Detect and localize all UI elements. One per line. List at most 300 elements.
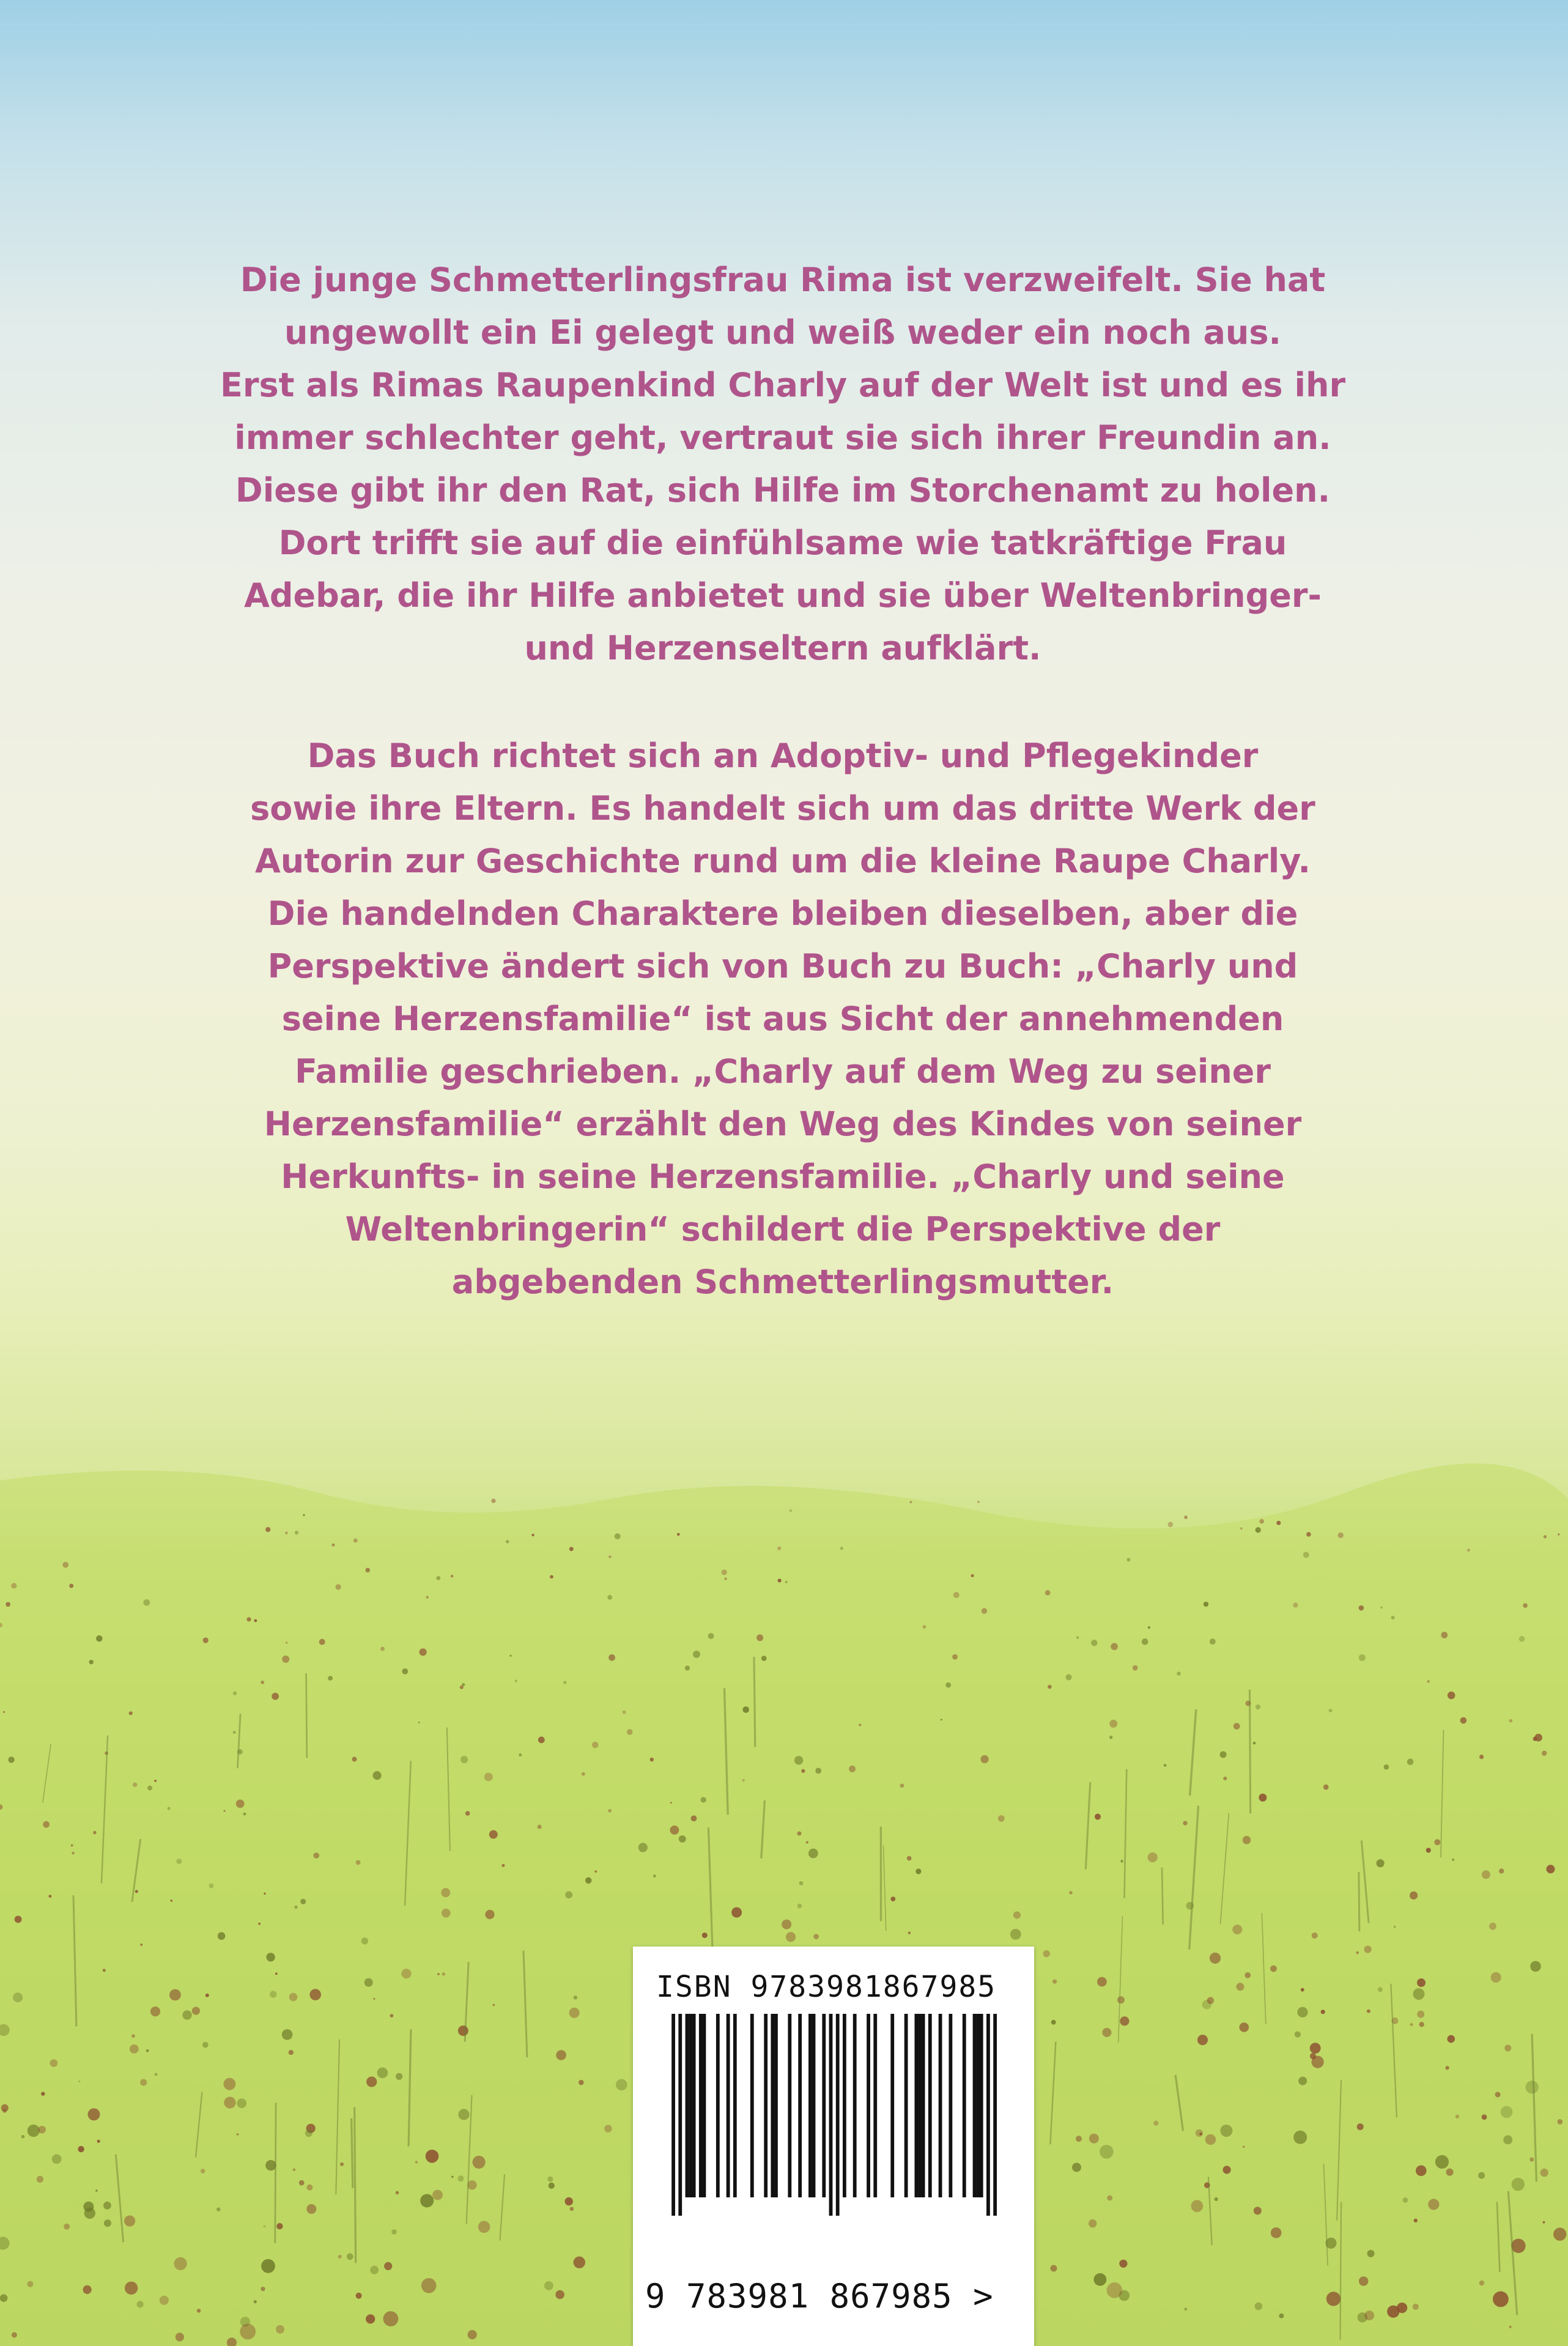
splatter-dot: [478, 2221, 490, 2233]
splatter-dot: [607, 1595, 612, 1600]
splatter-dot: [1111, 1643, 1118, 1650]
splatter-dot: [69, 1584, 73, 1588]
splatter-dot: [493, 2004, 495, 2006]
splatter-dot: [27, 2281, 33, 2287]
splatter-dot: [264, 2225, 266, 2228]
splatter-dot: [982, 1608, 987, 1614]
splatter-dot: [785, 1581, 788, 1583]
splatter-dot: [1297, 2007, 1307, 2017]
barcode-bar: [939, 2014, 942, 2197]
splatter-dot: [1097, 1977, 1107, 1987]
splatter-dot: [15, 1916, 22, 1923]
splatter-dot: [276, 2223, 283, 2229]
splatter-dot: [515, 1680, 517, 1682]
splatter-dot: [233, 1691, 237, 1695]
splatter-dot: [50, 2059, 58, 2067]
flower-stem: [1250, 1690, 1251, 1814]
splatter-dot: [243, 1813, 246, 1816]
splatter-dot: [1413, 1988, 1425, 2000]
splatter-dot: [1504, 2045, 1511, 2052]
splatter-dot: [237, 2098, 246, 2108]
splatter-dot: [150, 2006, 160, 2016]
splatter-dot: [1010, 1929, 1021, 1940]
splatter-dot: [356, 1860, 361, 1865]
splatter-dot: [1271, 2227, 1282, 2238]
splatter-dot: [1387, 2306, 1399, 2318]
splatter-dot: [1259, 1794, 1267, 1802]
splatter-dot: [13, 1992, 23, 2002]
splatter-dot: [1356, 1951, 1359, 1954]
barcode-bar: [689, 2014, 692, 2197]
splatter-dot: [93, 1831, 96, 1834]
splatter-dot: [1478, 2172, 1485, 2179]
splatter-dot: [140, 1943, 142, 1946]
splatter-dot: [1233, 1723, 1240, 1729]
splatter-dot: [1184, 1515, 1188, 1519]
splatter-dot: [1256, 1704, 1260, 1709]
splatter-dot: [677, 1533, 680, 1536]
barcode-bar: [986, 2014, 990, 2216]
splatter-dot: [1534, 1734, 1542, 1742]
splatter-dot: [1236, 1983, 1244, 1991]
splatter-dot: [1452, 1858, 1454, 1861]
splatter-dot: [218, 1932, 226, 1940]
barcode-bar: [922, 2014, 925, 2197]
splatter-dot: [501, 1864, 505, 1867]
splatter-dot: [261, 2259, 275, 2273]
splatter-dot: [366, 1568, 371, 1573]
splatter-dot: [1491, 1972, 1501, 1983]
splatter-dot: [1196, 2129, 1203, 2137]
splatter-dot: [685, 1666, 690, 1671]
splatter-dot: [1417, 2011, 1424, 2018]
splatter-dot: [555, 2290, 564, 2300]
splatter-dot: [1526, 2081, 1539, 2093]
splatter-dot: [1547, 1865, 1555, 1873]
splatter-dot: [1416, 2166, 1427, 2177]
splatter-dot: [1102, 2028, 1111, 2037]
splatter-dot: [592, 1742, 599, 1748]
splatter-dot: [616, 2079, 627, 2091]
splatter-dot: [43, 1821, 50, 1828]
splatter-dot: [1446, 2169, 1453, 2176]
splatter-dot: [306, 2204, 316, 2214]
splatter-dot: [484, 1773, 493, 1781]
splatter-dot: [1479, 1754, 1484, 1759]
splatter-dot: [275, 1973, 278, 1975]
splatter-dot: [1052, 1980, 1057, 1984]
splatter-dot: [436, 1576, 440, 1580]
splatter-dot: [197, 2309, 201, 2312]
splatter-dot: [1338, 1532, 1344, 1538]
splatter-dot: [799, 1881, 804, 1885]
barcode-bar: [750, 2014, 754, 2197]
blurb-line: Autorin zur Geschichte rund um die kleine Raupe Charly.: [254, 842, 1311, 880]
splatter-dot: [691, 1816, 697, 1822]
splatter-dot: [356, 2293, 362, 2299]
splatter-dot: [1253, 1742, 1256, 1745]
splatter-dot: [265, 1527, 270, 1532]
blurb-line: ungewollt ein Ei gelegt und weiß weder ein noch aus.: [284, 313, 1281, 352]
splatter-dot: [981, 1755, 989, 1763]
splatter-dot: [815, 1768, 821, 1774]
splatter-dot: [778, 1579, 782, 1583]
flower-stem: [352, 2118, 353, 2188]
splatter-dot: [402, 1668, 409, 1674]
splatter-dot: [366, 2314, 375, 2323]
splatter-dot: [265, 2160, 276, 2170]
splatter-dot: [62, 1562, 68, 1568]
blurb-line: Erst als Rimas Raupenkind Charly auf der Welt ist und es ihr: [220, 366, 1346, 404]
splatter-dot: [418, 1721, 420, 1723]
barcode-bar: [890, 2014, 894, 2197]
splatter-dot: [623, 1710, 626, 1714]
splatter-dot: [556, 2050, 566, 2060]
splatter-dot: [286, 1642, 287, 1644]
splatter-dot: [1499, 1869, 1504, 1874]
splatter-dot: [1210, 1639, 1216, 1645]
splatter-dot: [569, 1547, 574, 1551]
splatter-dot: [373, 1998, 375, 2000]
splatter-dot: [491, 1499, 495, 1503]
splatter-dot: [426, 1596, 429, 1598]
splatter-dot: [1045, 1590, 1051, 1595]
barcode-bar: [764, 2014, 767, 2197]
splatter-dot: [1120, 1860, 1123, 1862]
splatter-dot: [608, 1654, 615, 1661]
blurb-line: Dort trifft sie auf die einfühlsame wie tatkräftige Frau: [278, 524, 1287, 562]
splatter-dot: [104, 2219, 111, 2227]
splatter-dot: [1427, 1680, 1430, 1683]
blurb-line: und Herzenseltern aufklärt.: [524, 629, 1041, 667]
splatter-dot: [1312, 1932, 1318, 1939]
barcode-bar: [703, 2014, 706, 2197]
splatter-dot: [1259, 1519, 1264, 1524]
splatter-dot: [261, 2287, 265, 2291]
splatter-dot: [442, 1909, 451, 1918]
splatter-dot: [457, 2175, 464, 2181]
splatter-dot: [1254, 2207, 1262, 2214]
splatter-dot: [299, 2180, 305, 2186]
splatter-dot: [332, 1543, 335, 1546]
splatter-dot: [538, 1737, 545, 1743]
splatter-dot: [1148, 1626, 1150, 1628]
splatter-dot: [1298, 2077, 1307, 2085]
splatter-dot: [261, 1680, 264, 1684]
barcode-bar: [976, 2014, 980, 2197]
splatter-dot: [124, 2216, 135, 2227]
splatter-dot: [246, 1617, 251, 1622]
splatter-dot: [1076, 1636, 1079, 1639]
splatter-dot: [129, 1712, 133, 1715]
splatter-dot: [1240, 1527, 1242, 1529]
barcode-bar: [993, 2014, 997, 2216]
splatter-dot: [485, 1910, 494, 1919]
splatter-dot: [1153, 2121, 1158, 2126]
barcode-bar: [678, 2014, 682, 2216]
splatter-dot: [1441, 1631, 1448, 1638]
splatter-dot: [64, 2224, 70, 2230]
splatter-dot: [797, 1832, 802, 1836]
barcode-bar: [727, 2014, 730, 2197]
splatter-dot: [1391, 1616, 1395, 1619]
blurb-line: seine Herzensfamilie“ ist aus Sicht der annehmenden: [281, 1000, 1284, 1038]
splatter-dot: [83, 2202, 94, 2212]
blurb-line: sowie ihre Eltern. Es handelt sich um das dritte Werk der: [250, 789, 1315, 828]
barcode-bar: [904, 2014, 908, 2197]
flower-stem: [275, 2103, 276, 2243]
splatter-dot: [1191, 2200, 1204, 2212]
splatter-dot: [426, 2150, 439, 2163]
splatter-dot: [305, 2129, 312, 2137]
splatter-dot: [1148, 1852, 1158, 1862]
splatter-dot: [174, 2257, 187, 2270]
splatter-dot: [693, 1650, 700, 1658]
blurb-line: Die junge Schmetterlingsfrau Rima ist verzweifelt. Sie hat: [240, 261, 1326, 299]
splatter-dot: [96, 1635, 102, 1641]
splatter-dot: [224, 1810, 226, 1812]
splatter-dot: [1479, 2281, 1484, 2285]
splatter-dot: [569, 2008, 580, 2018]
splatter-dot: [347, 2253, 353, 2260]
splatter-dot: [1168, 1522, 1174, 1527]
barcode-bar: [699, 2014, 703, 2197]
splatter-dot: [1448, 1691, 1455, 1699]
splatter-dot: [786, 1932, 796, 1942]
splatter-dot: [289, 1993, 298, 2002]
splatter-dot: [544, 2281, 553, 2290]
splatter-dot: [1107, 2196, 1112, 2201]
splatter-dot: [88, 2108, 100, 2120]
splatter-dot: [131, 2034, 135, 2038]
splatter-dot: [264, 1893, 265, 1895]
splatter-dot: [777, 1546, 781, 1550]
splatter-dot: [1043, 1950, 1050, 1957]
splatter-dot: [1377, 1859, 1385, 1867]
barcode-bar: [771, 2014, 774, 2197]
splatter-dot: [192, 2007, 200, 2015]
barcode-bar: [918, 2014, 922, 2197]
splatter-dot: [722, 1570, 727, 1575]
splatter-dot: [506, 1540, 509, 1543]
splatter-dot: [71, 1844, 73, 1847]
blurb-paragraph-1: [220, 254, 1345, 675]
blurb-text: [220, 254, 1345, 1308]
splatter-dot: [574, 2257, 585, 2268]
splatter-dot: [941, 1719, 942, 1721]
splatter-dot: [240, 2324, 256, 2340]
splatter-dot: [761, 1656, 767, 1661]
splatter-dot: [201, 2169, 205, 2173]
splatter-dot: [1359, 1605, 1364, 1611]
blurb-line: Perspektive ändert sich von Buch zu Buch: „Charly und: [267, 947, 1298, 986]
splatter-dot: [451, 1575, 453, 1577]
splatter-dot: [12, 2332, 17, 2337]
barcode-bar: [686, 2014, 689, 2197]
splatter-dot: [1384, 1764, 1389, 1770]
splatter-dot: [1204, 1602, 1208, 1606]
splatter-dot: [202, 2042, 209, 2048]
splatter-dot: [1117, 1996, 1125, 2003]
splatter-dot: [570, 2207, 574, 2211]
splatter-dot: [1310, 2043, 1321, 2054]
splatter-dot: [813, 1934, 819, 1939]
splatter-dot: [890, 1896, 895, 1901]
barcode-bar: [716, 2014, 720, 2197]
splatter-dot: [83, 2285, 92, 2294]
splatter-dot: [1509, 2326, 1512, 2328]
splatter-dot: [638, 1843, 648, 1852]
splatter-dot: [1076, 2136, 1082, 2142]
splatter-dot: [168, 1807, 171, 1810]
splatter-dot: [1051, 2265, 1057, 2272]
splatter-dot: [233, 1731, 236, 1734]
splatter-dot: [103, 1969, 106, 1972]
splatter-dot: [1558, 1534, 1559, 1535]
splatter-dot: [908, 1932, 911, 1934]
splatter-dot: [21, 2135, 25, 2139]
splatter-dot: [998, 1815, 1005, 1822]
splatter-dot: [615, 1534, 621, 1540]
blurb-line: Familie geschrieben. „Charly auf dem Weg zu seiner: [294, 1052, 1271, 1091]
splatter-dot: [1051, 2020, 1056, 2025]
splatter-dot: [1303, 1552, 1309, 1558]
splatter-dot: [147, 1786, 152, 1791]
splatter-dot: [1512, 2178, 1525, 2191]
splatter-dot: [1435, 2155, 1449, 2169]
splatter-dot: [340, 2162, 344, 2166]
splatter-dot: [1164, 1764, 1167, 1767]
splatter-dot: [563, 1681, 566, 1684]
splatter-dot: [509, 1655, 512, 1657]
splatter-dot: [1133, 1665, 1138, 1671]
splatter-dot: [1310, 2053, 1316, 2059]
splatter-dot: [1089, 2134, 1099, 2144]
splatter-dot: [702, 1932, 708, 1938]
splatter-dot: [52, 2155, 62, 2164]
splatter-dot: [1066, 1674, 1072, 1680]
splatter-dot: [1378, 1987, 1383, 1992]
splatter-dot: [282, 1655, 289, 1663]
splatter-dot: [1142, 1638, 1148, 1645]
blurb-line: Weltenbringerin“ schildert die Perspektive der: [345, 1210, 1221, 1249]
splatter-dot: [1503, 2136, 1512, 2145]
splatter-dot: [923, 1625, 926, 1629]
splatter-dot: [594, 1871, 597, 1873]
splatter-dot: [1255, 2303, 1263, 2311]
splatter-dot: [900, 1784, 904, 1788]
splatter-dot: [458, 2109, 469, 2120]
splatter-dot: [1553, 2228, 1566, 2241]
splatter-dot: [1127, 1558, 1131, 1562]
barcode-bar: [915, 2014, 919, 2197]
splatter-dot: [579, 2080, 584, 2085]
splatter-dot: [373, 1771, 382, 1780]
splatter-dot: [41, 2092, 45, 2096]
splatter-dot: [37, 2176, 43, 2183]
splatter-dot: [585, 1877, 591, 1884]
splatter-dot: [1426, 1848, 1431, 1853]
barcode-bar: [867, 2014, 870, 2197]
splatter-dot: [971, 1574, 974, 1577]
splatter-dot: [169, 1989, 181, 2001]
barcode-bar: [853, 2014, 857, 2197]
splatter-dot: [1107, 2282, 1123, 2298]
splatter-dot: [945, 1682, 951, 1688]
barcode-bar: [822, 2014, 826, 2197]
splatter-dot: [915, 1869, 921, 1874]
splatter-dot: [6, 1602, 10, 1607]
splatter-dot: [1, 2104, 9, 2112]
splatter-dot: [282, 2029, 293, 2040]
splatter-dot: [1407, 1759, 1414, 1765]
barcode-bar: [774, 2014, 778, 2197]
barcode-bar: [829, 2014, 833, 2216]
splatter-dot: [3, 1711, 5, 1713]
barcode-bar: [788, 2014, 791, 2197]
splatter-dot: [205, 1994, 209, 1997]
splatter-dot: [1359, 1654, 1366, 1661]
splatter-dot: [352, 1757, 357, 1762]
splatter-dot: [489, 1830, 498, 1839]
splatter-dot: [742, 1779, 745, 1781]
splatter-dot: [1183, 1821, 1187, 1825]
splatter-dot: [384, 2262, 392, 2270]
splatter-dot: [806, 1841, 808, 1844]
blurb-line: abgebenden Schmetterlingsmutter.: [451, 1263, 1114, 1301]
isbn-barcode-label: [633, 1947, 1034, 2346]
splatter-dot: [1489, 1923, 1496, 1930]
splatter-dot: [160, 2296, 169, 2305]
splatter-dot: [1220, 2125, 1232, 2137]
splatter-dot: [582, 1772, 585, 1776]
splatter-dot: [1540, 2169, 1548, 2177]
splatter-dot: [1414, 2219, 1418, 2222]
splatter-dot: [1359, 2276, 1368, 2285]
splatter-dot: [1094, 2273, 1107, 2286]
splatter-dot: [276, 2325, 284, 2334]
splatter-dot: [1069, 1891, 1073, 1895]
splatter-dot: [1177, 1672, 1180, 1676]
splatter-dot: [1434, 1839, 1440, 1846]
splatter-dot: [1380, 1606, 1383, 1609]
splatter-dot: [361, 1937, 368, 1944]
splatter-dot: [8, 1757, 14, 1763]
splatter-dot: [1276, 1521, 1281, 1525]
splatter-dot: [1013, 1912, 1021, 1919]
barcode-bar: [843, 2014, 846, 2197]
splatter-dot: [1240, 2022, 1249, 2032]
splatter-dot: [1120, 2016, 1129, 2025]
splatter-dot: [224, 2078, 236, 2090]
splatter-dot: [801, 1769, 805, 1773]
splatter-dot: [135, 1890, 138, 1893]
splatter-dot: [176, 2333, 184, 2341]
flower-stem: [355, 2107, 356, 2263]
splatter-dot: [182, 2010, 191, 2019]
splatter-dot: [328, 1676, 333, 1681]
barcode-bar: [798, 2014, 802, 2197]
splatter-dot: [1448, 2035, 1455, 2043]
flower-stem: [754, 1657, 755, 1747]
barcode-bar: [733, 2014, 737, 2197]
splatter-dot: [285, 1531, 288, 1534]
splatter-dot: [1321, 2010, 1325, 2014]
splatter-dot: [72, 1852, 75, 1855]
splatter-dot: [295, 1906, 298, 1909]
splatter-dot: [794, 1756, 803, 1764]
splatter-dot: [295, 1531, 298, 1534]
